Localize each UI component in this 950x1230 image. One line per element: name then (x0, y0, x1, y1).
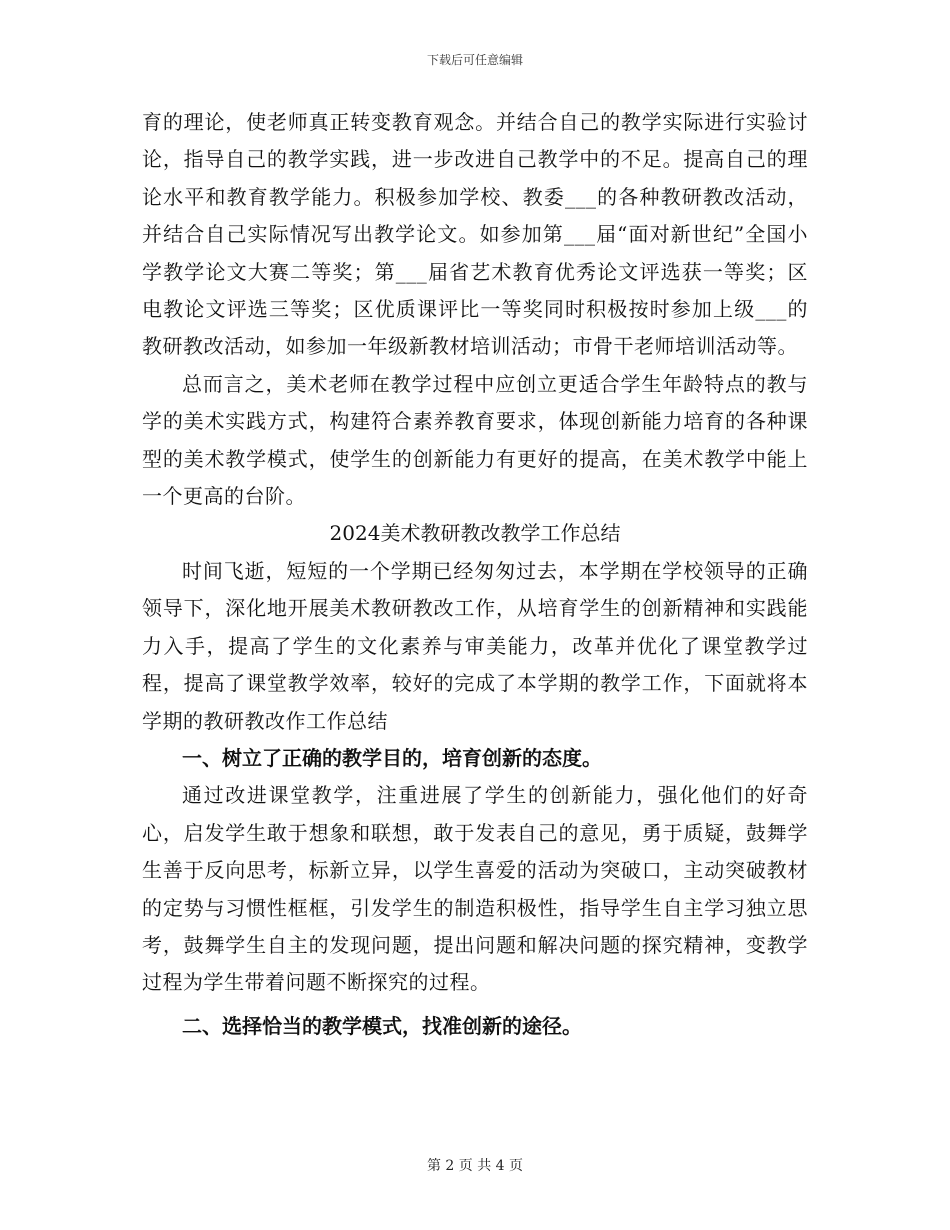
paragraph-intro: 时间飞逝，短短的一个学期已经匆匆过去，本学期在学校领导的正确领导下，深化地开展美术教研教改工作，从培育学生的创新精神和实践能力入手，提高了学生的文化素养与审美能力，改革并优化了课堂教学过程，提高了课堂教学效率，较好的完成了本学期的教学工作，下面就将本学期的教研教改作工作总结 (142, 558, 808, 733)
document-body (142, 104, 808, 1045)
page-header: 下载后可任意编辑 (426, 53, 523, 67)
paragraph-continued: 育的理论，使老师真正转变教育观念。并结合自己的教学实际进行实验讨论，指导自己的教学实践，进一步改进自己教学中的不足。提高自己的理论水平和教育教学能力。积极参加学校、教委___的各种教研教改活动，并结合自己实际情况写出教学论文。如参加第___届“面对新世纪”全国小学教学论文大赛二等奖；第___届省艺术教育优秀论文评选获一等奖；区电教论文评选三等奖；区优质课评比一等奖同时积极按时参加上级___的教研教改活动，如参加一年级新教材培训活动；市骨干老师培训活动等。 (142, 110, 808, 359)
document-title: 2024美术教研教改教学工作总结 (329, 521, 621, 546)
section-heading-2: 二、选择恰当的教学模式，找准创新的途径。 (182, 1013, 582, 1038)
paragraph-conclusion: 总而言之，美术老师在教学过程中应创立更适合学生年龄特点的教与学的美术实践方式，构建符合素养教育要求，体现创新能力培育的各种课型的美术教学模式，使学生的创新能力有更好的提高，在美术教学中能上一个更高的台阶。 (142, 371, 808, 509)
section-heading-1: 一、树立了正确的教学目的，培育创新的态度。 (182, 745, 602, 770)
page-footer: 第 2 页 共 4 页 (426, 1158, 524, 1174)
paragraph-section-1: 通过改进课堂教学，注重进展了学生的创新能力，强化他们的好奇心，启发学生敢于想象和联想，敢于发表自己的意见，勇于质疑，鼓舞学生善于反向思考，标新立异，以学生喜爱的活动为突破口，主动突破教材的定势与习惯性框框，引发学生的制造积极性，指导学生自主学习独立思考，鼓舞学生自主的发现问题，提出问题和解决问题的探究精神，变教学过程为学生带着问题不断探究的过程。 (142, 783, 808, 995)
